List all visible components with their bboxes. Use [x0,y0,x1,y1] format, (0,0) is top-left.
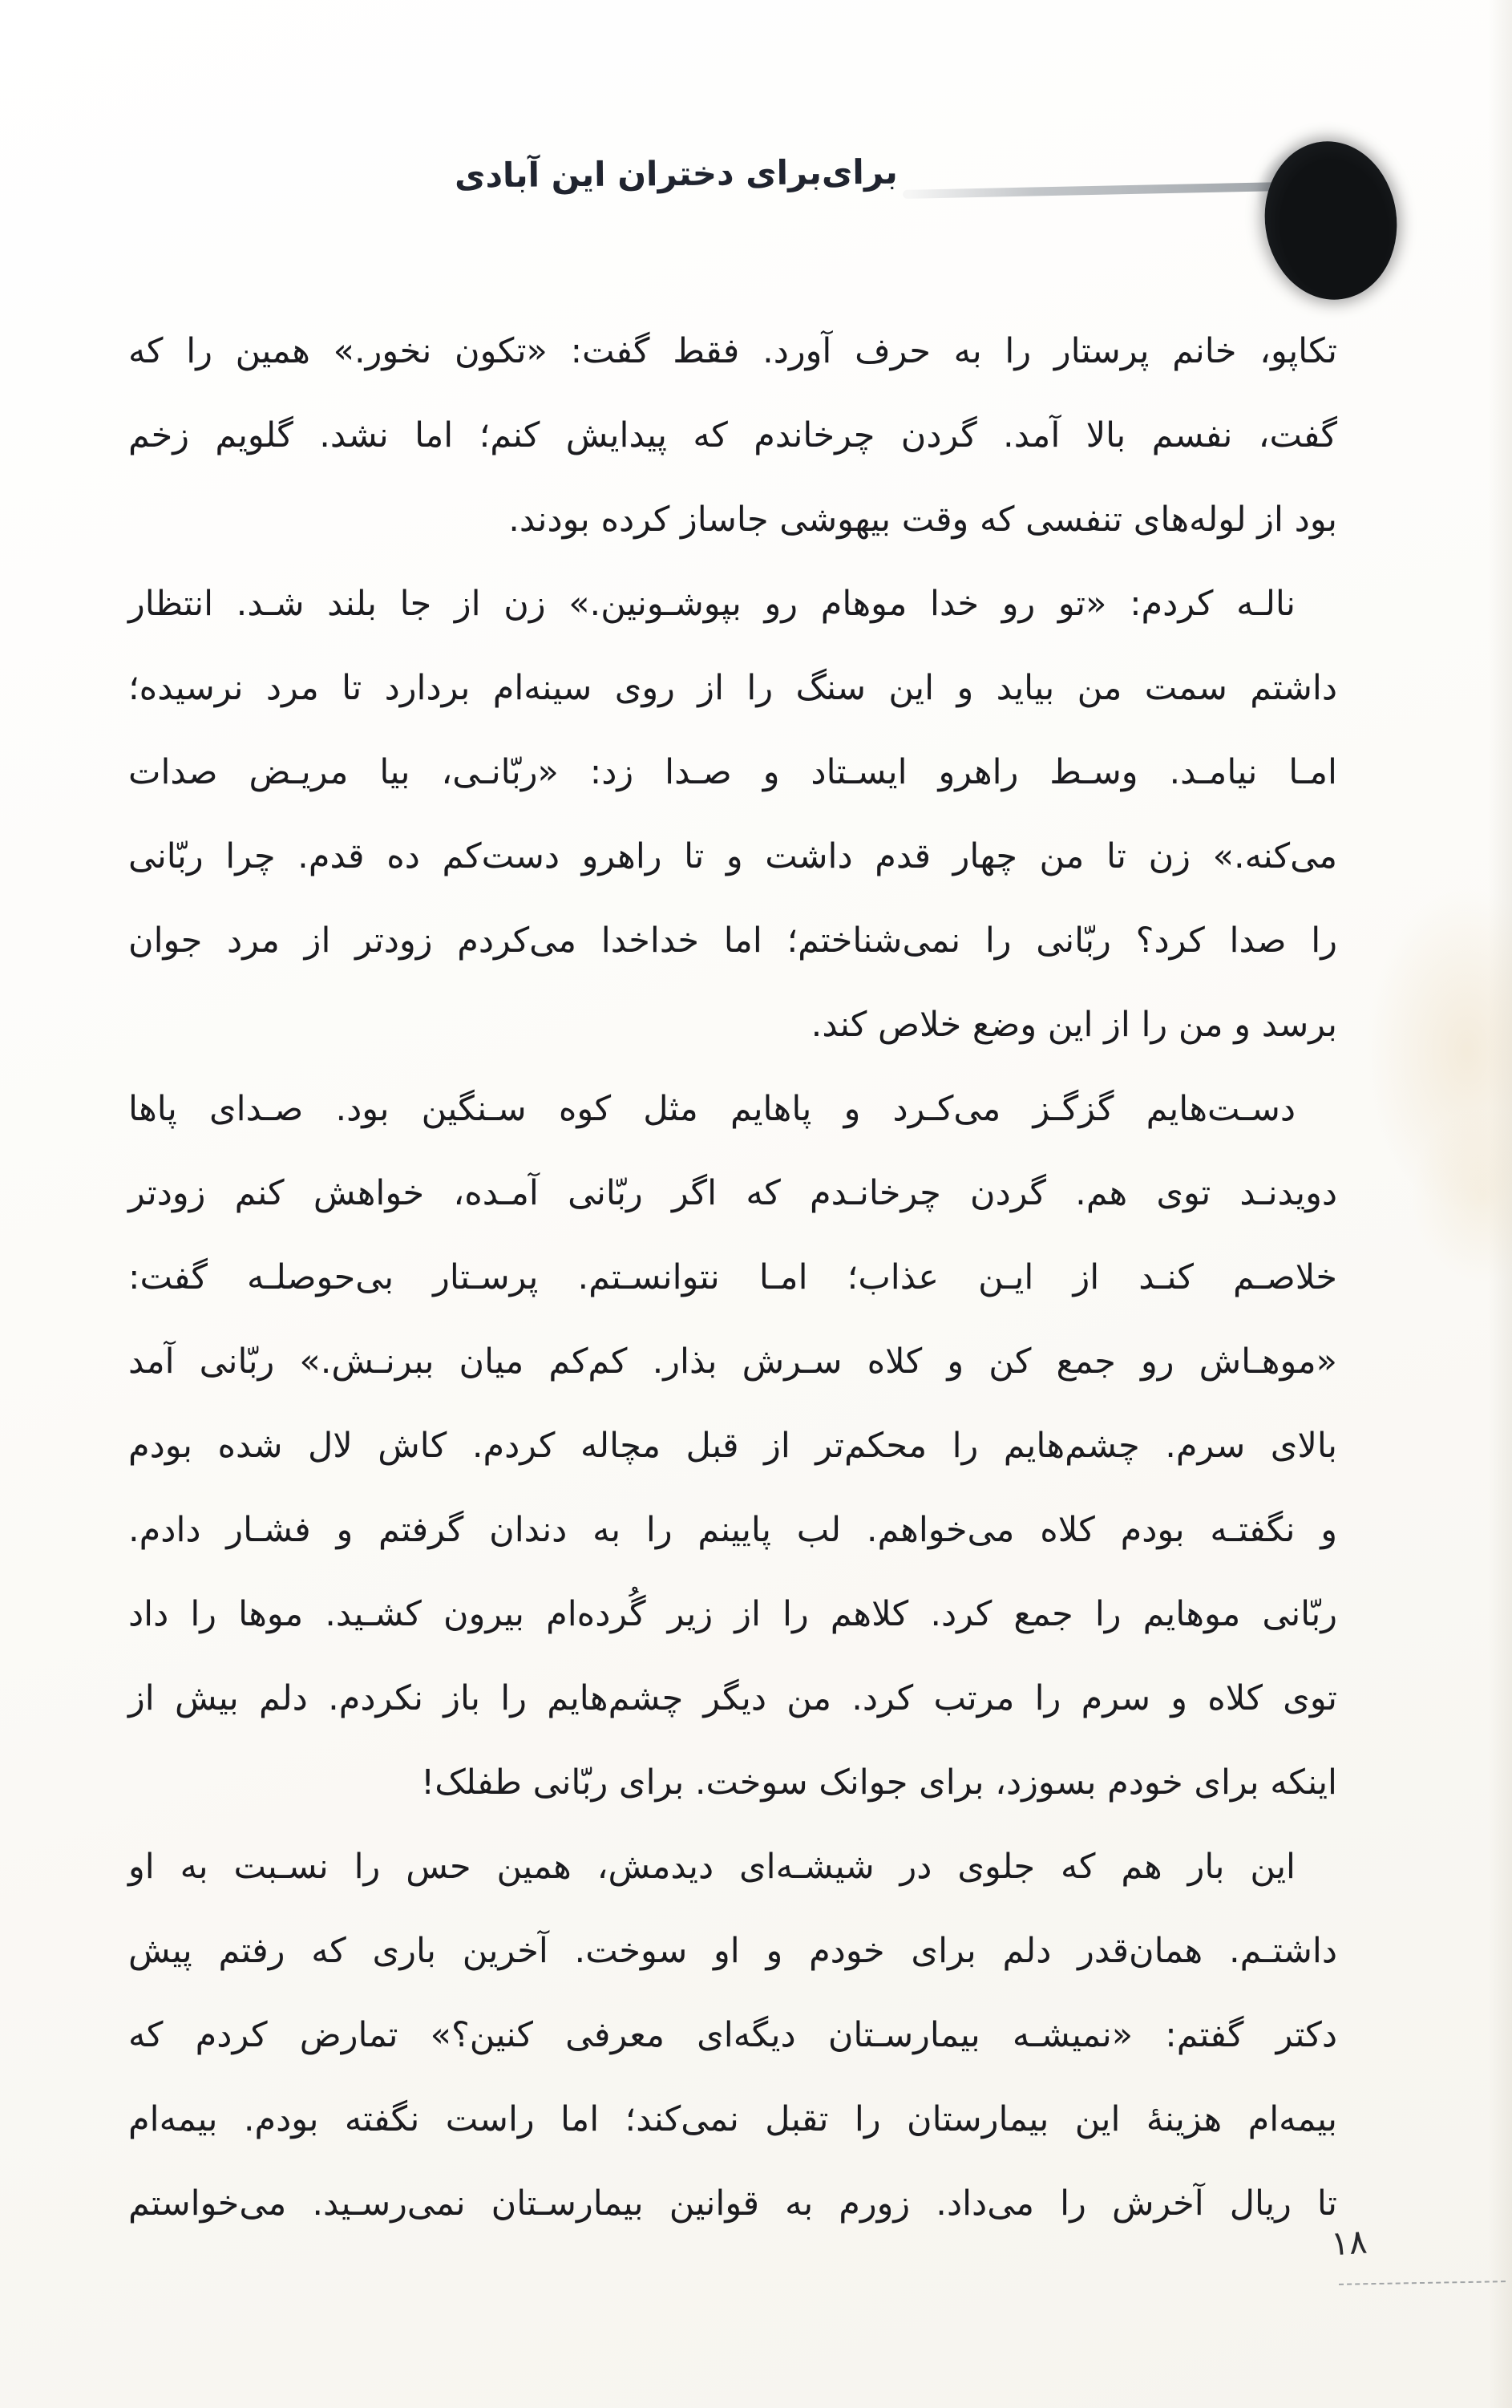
text-line: بود از لوله‌های تنفسی که وقت بیهوشی جاساز کرده بودند. [508,500,1337,540]
text-line: خلاصـم کنـد از ایـن عذاب؛ امـا نتوانسـتم. پرسـتار بی‌حوصلـه گفت: [128,1257,1337,1297]
text-line: نالـه کردم: «تو رو خدا موهام رو بپوشـونین.» زن از جا بلند شـد. انتظار [128,584,1296,624]
body-text [128,310,1337,2246]
text-line: اینکه برای خودم بسوزد، برای جوانک سوخت. برای ربّانی طفلک! [421,1762,1337,1803]
text-line: تا ریال آخرش را می‌داد. زورم به قوانین بیمارسـتان نمی‌رسـید. می‌خواستم [128,2183,1337,2224]
text-line: ربّانی موهایم را جمع کرد. کلاهم را از زیر گُرده‌ام بیرون کشـید. موها را داد [128,1594,1337,1634]
text-line: بالای سرم. چشم‌هایم را محکم‌تر از قبل مچاله کردم. کاش لال شده بودم [128,1426,1337,1466]
text-line: دکتر گفتم: «نمیشـه بیمارسـتان دیگه‌ای معرفی کنین؟» تمارض کردم که [128,2015,1337,2055]
text-line: دسـت‌هایم گزگـز می‌کـرد و پاهایم مثل کوه سـنگین بود. صـدای پاها [128,1089,1296,1129]
text-line: داشتم سمت من بیاید و این سنگ را از روی سینه‌ام بردارد تا مرد نرسیده؛ [128,668,1337,708]
text-line: دویدنـد توی هم. گردن چرخانـدم که اگر ربّانی آمـده، خواهش کنم زودتر [128,1173,1337,1213]
text-line: بیمه‌ام هزینهٔ این بیمارستان را تقبل نمی‌کند؛ اما راست نگفته بودم. بیمه‌ام [128,2099,1337,2139]
text-line: گفت، نفسم بالا آمد. گردن چرخاندم که پیدایش کنم؛ اما نشد. گلویم زخم [128,415,1337,455]
header-decorative-rule [903,182,1280,199]
text-line: داشتـم. همان‌قدر دلم برای خودم و او سوخت. آخرین باری که رفتم پیش [128,1931,1337,1971]
book-title-running-head: برای‌برای دختران این آبادی [455,152,899,196]
text-line: می‌کنه.» زن تا من چهار قدم داشت و تا راهرو دست‌کم ده قدم. چرا ربّانی [128,836,1337,876]
text-line: «موهـاش رو جمع کن و کلاه سـرش بذار. کم‌کم میان ببرنـش.» ربّانی آمد [128,1342,1337,1382]
text-line: برسد و من را از این وضع خلاص کند. [811,1005,1337,1045]
footer-rule [1339,2281,1506,2285]
text-line: امـا نیامـد. وسـط راهرو ایسـتاد و صـدا زد: «ربّانـی، بیا مریـض صدات [128,752,1337,792]
text-line: این بار هم که جلوی در شیشـه‌ای دیدمش، همین حس را نسـبت به او [128,1847,1296,1887]
text-line: تکاپو، خانم پرستار را به حرف آورد. فقط گفت: «تکون نخور.» همین را که [128,331,1337,371]
running-header [0,0,1512,337]
page-number: ۱۸ [1329,2221,1368,2264]
text-line: را صدا کرد؟ ربّانی را نمی‌شناختم؛ اما خداخدا می‌کردم زودتر از مرد جوان [128,921,1337,961]
text-line: و نگفتـه بودم کلاه می‌خواهم. لب پایینم را به دندان گرفتم و فشـار دادم. [128,1510,1337,1550]
text-line: توی کلاه و سرم را مرتب کرد. من دیگر چشم‌هایم را باز نکردم. دلم بیش از [128,1678,1337,1718]
